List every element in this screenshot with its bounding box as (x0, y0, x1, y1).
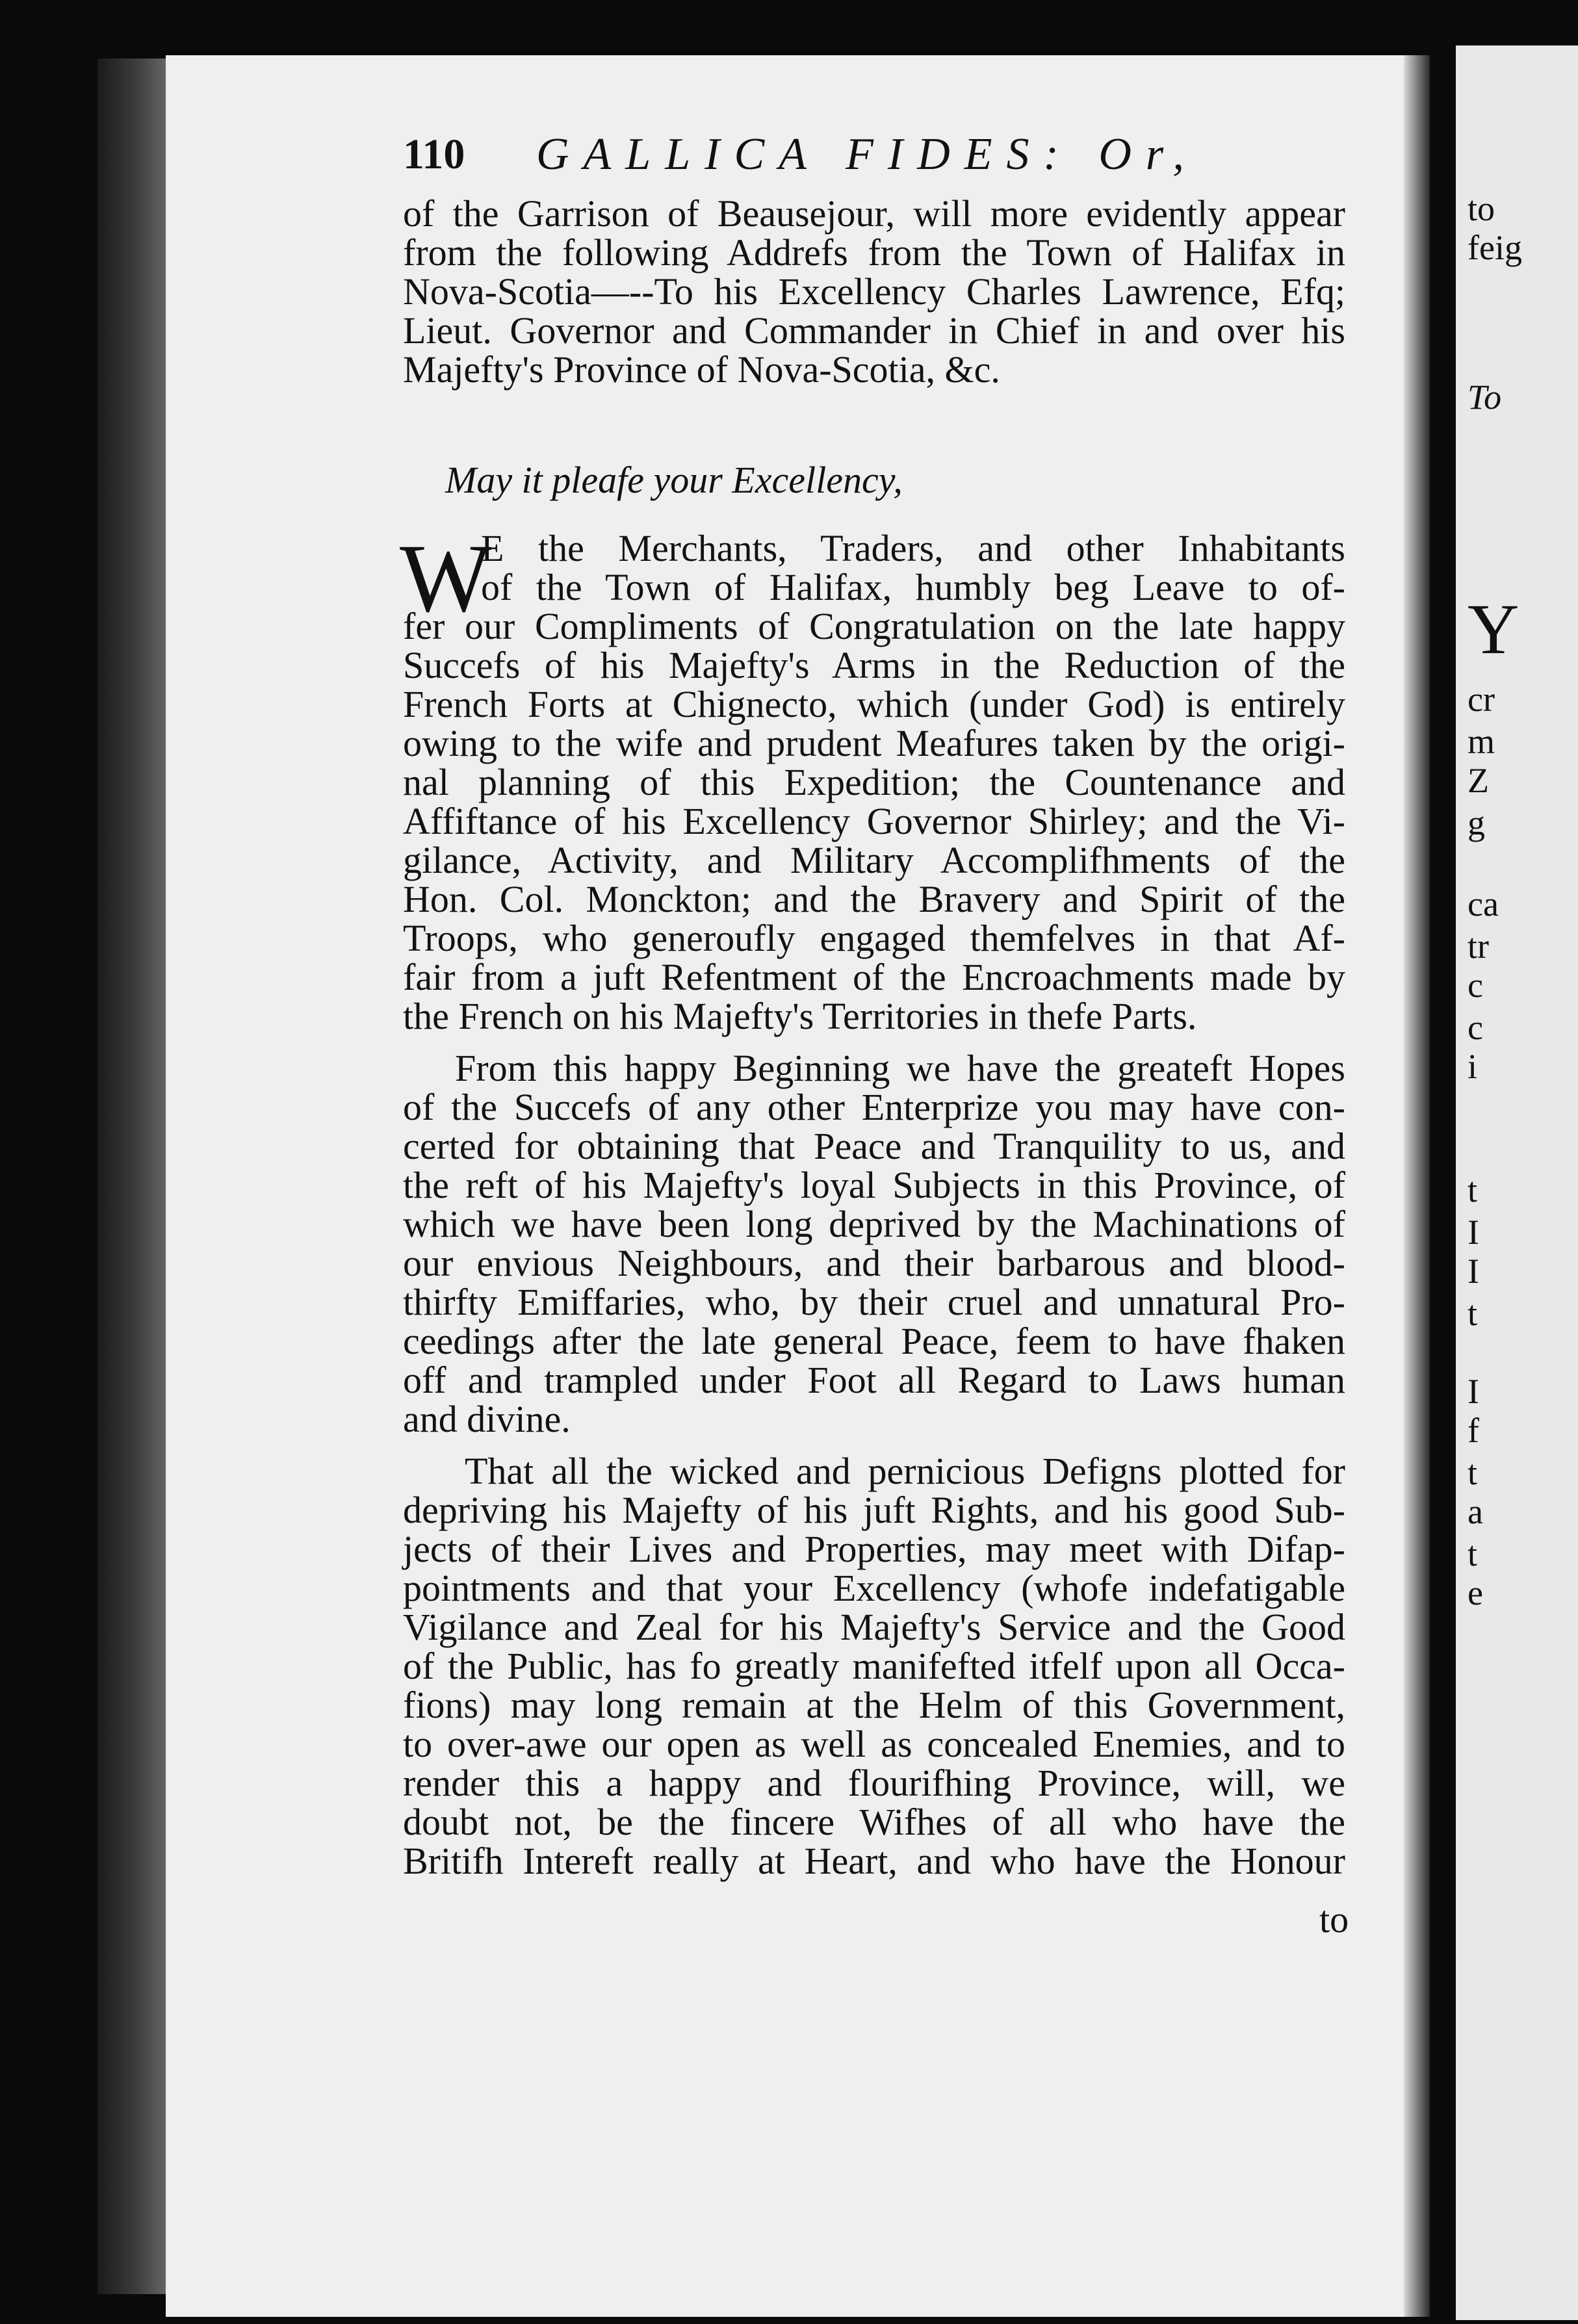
text-line: Succefs of his Majefty's Arms in the Reduction of the (403, 644, 1345, 686)
next-page-word: f (1468, 1411, 1479, 1450)
text-line: jects of their Lives and Properties, may meet with Difap- (403, 1528, 1345, 1570)
text-line: That all the wicked and pernicious Defigns plotted for (465, 1450, 1345, 1492)
next-page-word: t (1468, 1534, 1478, 1573)
text-line: Hon. Col. Monckton; and the Bravery and Spirit of the (403, 878, 1345, 920)
next-page-word: i (1468, 1047, 1478, 1086)
next-page-word: Z (1468, 761, 1489, 800)
next-page-word: Y (1468, 589, 1520, 669)
next-page-word: c (1468, 966, 1483, 1005)
text-line: Nova-Scotia—--To his Excellency Charles Lawrence, Efq; (403, 270, 1345, 313)
next-page-word: I (1468, 1252, 1479, 1291)
next-page-word: a (1468, 1492, 1483, 1531)
next-page-word: t (1468, 1294, 1478, 1333)
text-line: of the Garrison of Beausejour, will more evidently appear (403, 192, 1345, 235)
next-page-word: t (1468, 1453, 1478, 1492)
text-line: render this a happy and flourifhing Province, will, we (403, 1762, 1345, 1804)
next-page-word: To (1468, 378, 1502, 417)
text-line: off and trampled under Foot all Regard to Laws human (403, 1359, 1345, 1401)
text-line: of the Town of Halifax, humbly beg Leave to of- (481, 566, 1345, 608)
text-line: doubt not, be the fincere Wifhes of all who have the (403, 1801, 1345, 1843)
text-line: depriving his Majefty of his juft Rights, and his good Sub- (403, 1489, 1345, 1531)
text-line: nal planning of this Expedition; the Countenance and (403, 761, 1345, 803)
next-page-word: c (1468, 1008, 1483, 1047)
page-edge-shadow (1404, 55, 1430, 2317)
running-title: GALLICA FIDES: Or, (536, 129, 1198, 179)
text-line: From this happy Beginning we have the greateft Hopes (455, 1047, 1345, 1089)
catchword: to (1319, 1898, 1349, 1941)
right-page-fragment (1456, 45, 1578, 2320)
text-line: thirfty Emiffaries, who, by their cruel and unnatural Pro- (403, 1281, 1345, 1323)
text-line: E the Merchants, Traders, and other Inhabitants (481, 527, 1345, 569)
next-page-word: tr (1468, 927, 1489, 966)
text-line: fer our Compliments of Congratulation on the late happy (403, 605, 1345, 647)
text-line: which we have been long deprived by the Machinations of (403, 1203, 1345, 1245)
text-line: certed for obtaining that Peace and Tranquility to us, and (403, 1125, 1345, 1167)
text-line: pointments and that your Excellency (whofe indefatigable (403, 1567, 1345, 1609)
text-line: Britifh Intereft really at Heart, and who have the Honour (403, 1840, 1345, 1882)
text-line: gilance, Activity, and Military Accomplifhments of the (403, 839, 1345, 881)
text-line: Troops, who generoufly engaged themfelves in that Af- (403, 917, 1345, 959)
next-page-word: m (1468, 722, 1495, 761)
next-page-word: ca (1468, 884, 1499, 923)
text-line: ceedings after the late general Peace, feem to have fhaken (403, 1320, 1345, 1362)
text-line: owing to the wife and prudent Meafures taken by the origi- (403, 722, 1345, 764)
next-page-word: I (1468, 1372, 1479, 1411)
next-page-word: cr (1468, 680, 1495, 719)
text-line: Majefty's Province of Nova-Scotia, &c. (403, 348, 1000, 391)
drop-cap: W (400, 524, 492, 632)
page-number: 110 (403, 131, 465, 178)
text-line: Affiftance of his Excellency Governor Shirley; and the Vi- (403, 800, 1345, 842)
next-page-word: t (1468, 1170, 1478, 1209)
next-page-word: feig (1468, 228, 1522, 267)
running-header (403, 130, 1202, 182)
text-line: French Forts at Chignecto, which (under God) is entirely (403, 683, 1345, 725)
text-line: to over-awe our open as well as concealed Enemies, and to (403, 1723, 1345, 1765)
salutation: May it pleafe your Excellency, (445, 459, 903, 501)
text-line: from the following Addrefs from the Town of Halifax in (403, 231, 1345, 274)
next-page-word: g (1468, 803, 1485, 842)
text-line: fions) may long remain at the Helm of this Government, (403, 1684, 1345, 1726)
text-line: fair from a juft Refentment of the Encroachments made by (403, 956, 1345, 998)
text-line: Lieut. Governor and Commander in Chief in and over his (403, 309, 1345, 352)
next-page-word: e (1468, 1573, 1483, 1612)
text-line: our envious Neighbours, and their barbarous and blood- (403, 1242, 1345, 1284)
text-line: of the Succefs of any other Enterprize you may have con- (403, 1086, 1345, 1128)
text-line: the reft of his Majefty's loyal Subjects in this Province, of (403, 1164, 1345, 1206)
text-line: of the Public, has fo greatly manifefted itfelf upon all Occa- (403, 1645, 1345, 1687)
next-page-word: to (1468, 189, 1495, 228)
text-line: the French on his Majefty's Territories in thefe Parts. (403, 995, 1197, 1037)
next-page-word: I (1468, 1213, 1479, 1252)
text-line: and divine. (403, 1398, 571, 1440)
text-line: Vigilance and Zeal for his Majefty's Service and the Good (403, 1606, 1345, 1648)
